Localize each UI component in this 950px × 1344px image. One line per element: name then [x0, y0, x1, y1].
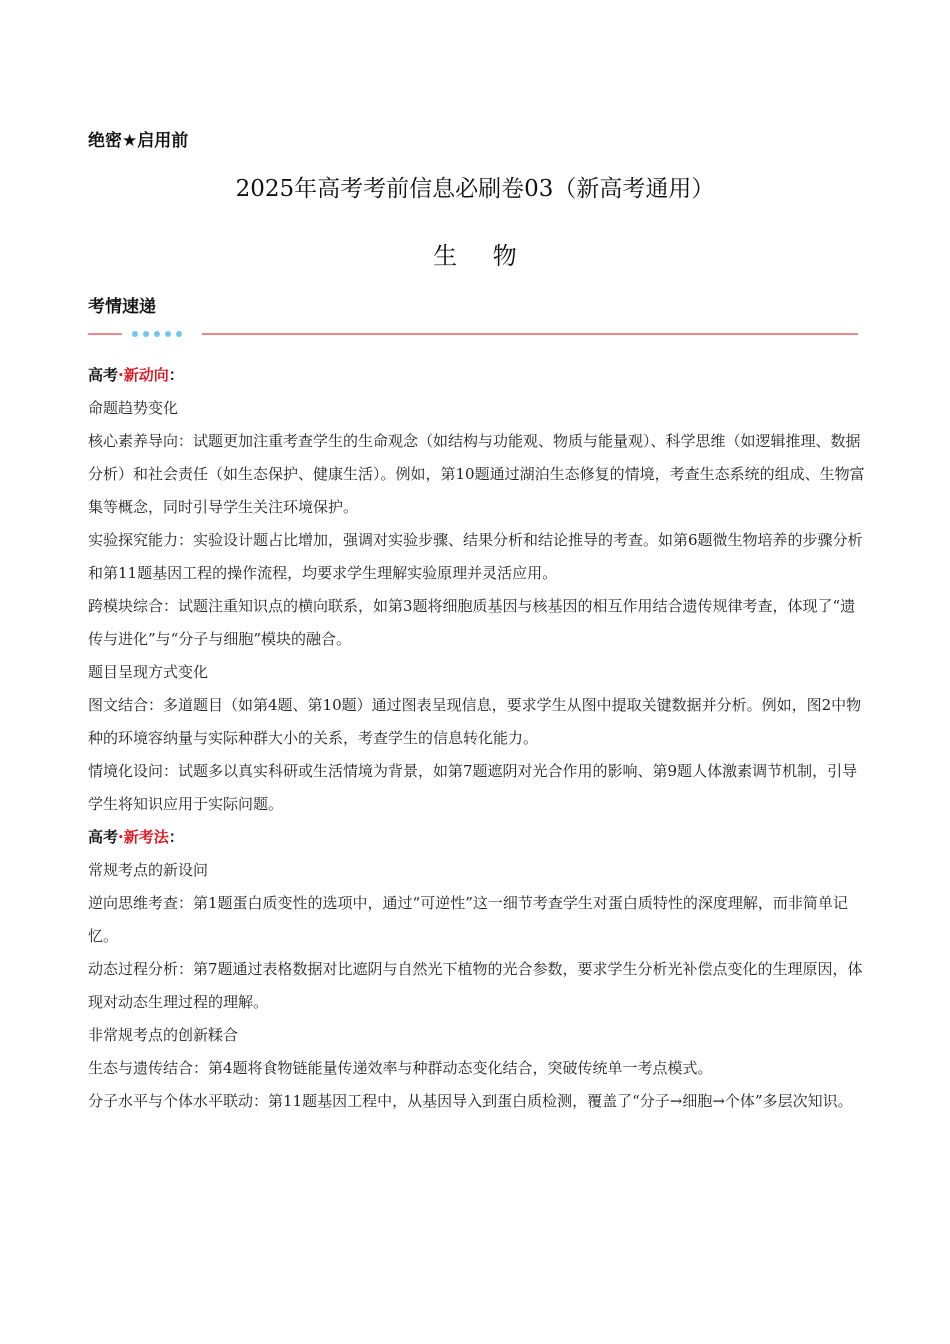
heading-separator: ·	[118, 366, 124, 384]
paragraph: 非常规考点的创新糅合	[88, 1026, 239, 1044]
divider-dots	[132, 328, 182, 340]
paragraph: 动态过程分析：第7题通过表格数据对比遮阴与自然光下植物的光合参数，要求学生分析光补偿点变化的生理原因，体现对动态生理过程的理解。	[88, 960, 863, 1011]
divider-dot	[165, 331, 171, 337]
heading-suffix: ：	[168, 828, 184, 846]
paragraph: 情境化设问：试题多以真实科研或生活情境为背景，如第7题遮阴对光合作用的影响、第9题人体激素调节机制，引导学生将知识应用于实际问题。	[88, 762, 858, 813]
paragraph: 核心素养导向：试题更加注重考查学生的生命观念（如结构与功能观、物质与能量观）、科学思维（如逻辑推理、数据分析）和社会责任（如生态保护、健康生活）。例如，第10题通过湖泊生态修复的情境，考查生态系统的组成、生物富集等概念，同时引导学生关注环境保护。	[88, 432, 865, 516]
paragraph: 命题趋势变化	[88, 399, 179, 417]
paragraph: 生态与遗传结合：第4题将食物链能量传递效率与种群动态变化结合，突破传统单一考点模式。	[88, 1059, 713, 1077]
heading-prefix: 高考	[88, 366, 119, 384]
heading-separator: ·	[118, 828, 124, 846]
section-new-trends-heading	[88, 359, 866, 392]
divider-dot	[143, 331, 149, 337]
paragraph: 分子水平与个体水平联动：第11题基因工程中，从基因导入到蛋白质检测，覆盖了“分子→细胞→个体”多层次知识。	[88, 1092, 853, 1110]
section-heading: 考情速递	[88, 297, 156, 317]
divider-dot	[132, 331, 138, 337]
heading-highlight: 新动向	[123, 366, 169, 384]
paragraph: 跨模块综合：试题注重知识点的横向联系，如第3题将细胞质基因与核基因的相互作用结合遗传规律考查，体现了“遗传与进化”与“分子与细胞”模块的融合。	[88, 597, 856, 648]
exam-title: 2025年高考考前信息必刷卷03（新高考通用）	[235, 176, 715, 202]
paragraph: 逆向思维考查：第1题蛋白质变性的选项中，通过“可逆性”这一细节考查学生对蛋白质特性的深度理解，而非简单记忆。	[88, 894, 848, 945]
divider-dot	[154, 331, 160, 337]
section-new-methods-heading	[88, 821, 866, 854]
paragraph: 常规考点的新设问	[88, 861, 209, 879]
paragraph: 题目呈现方式变化	[88, 663, 209, 681]
heading-highlight: 新考法	[123, 828, 169, 846]
confidential-label: 绝密★启用前	[88, 131, 189, 151]
heading-suffix: ：	[168, 366, 184, 384]
divider-dot	[176, 331, 182, 337]
subject-title: 生 物	[433, 242, 531, 270]
paragraph: 图文结合：多道题目（如第4题、第10题）通过图表呈现信息，要求学生从图中提取关键数据并分析。例如，图2中物种的环境容纳量与实际种群大小的关系，考查学生的信息转化能力。	[88, 696, 862, 747]
divider-line-left	[88, 333, 122, 335]
heading-prefix: 高考	[88, 828, 119, 846]
divider-line-right	[202, 333, 858, 335]
content-body	[88, 359, 866, 1118]
decorative-divider	[88, 326, 858, 342]
paragraph: 实验探究能力：实验设计题占比增加，强调对实验步骤、结果分析和结论推导的考查。如第6题微生物培养的步骤分析和第11题基因工程的操作流程，均要求学生理解实验原理并灵活应用。	[88, 531, 863, 582]
